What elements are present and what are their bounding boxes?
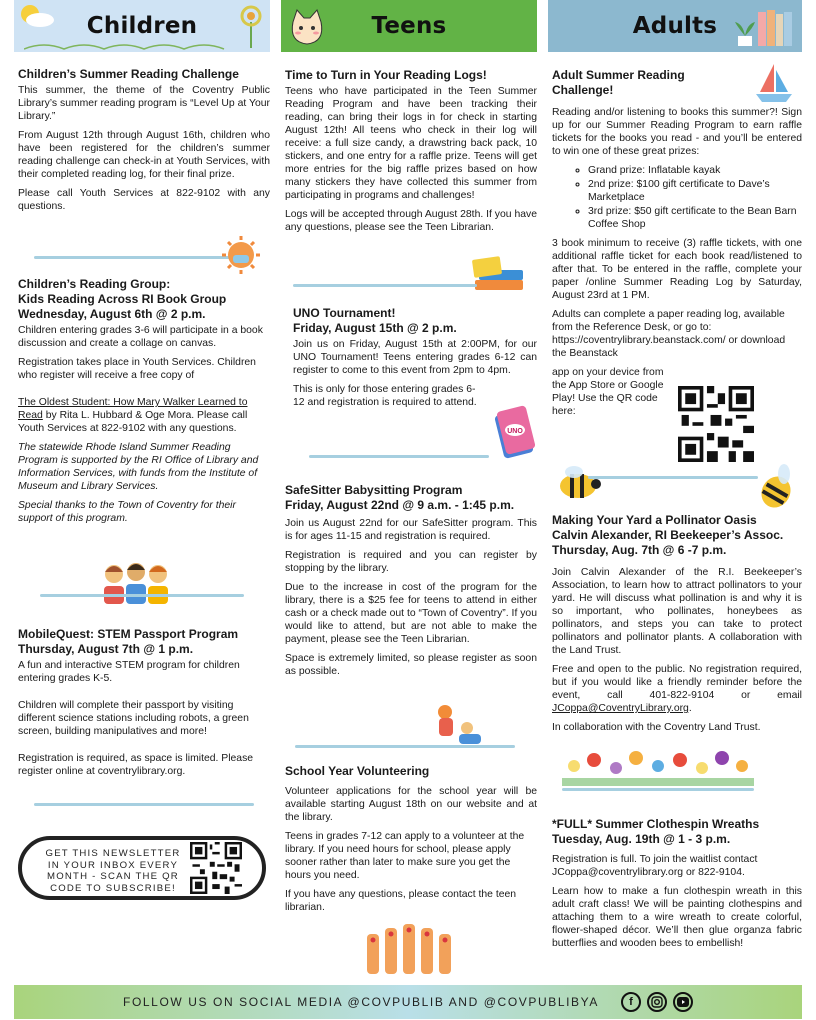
section-title: UNO Tournament! — [293, 306, 396, 320]
paragraph: 3 book minimum to receive (3) raffle tickets, with one additional raffle ticket for each book read/listened to after that. To be entered in the raffle, complete your paper /online Summer Reading Log by Saturday, August 23rd at 1 PM. — [552, 238, 802, 301]
section-title: Time to Turn in Your Reading Logs! — [285, 68, 487, 82]
paragraph: The statewide Rhode Island Summer Reading Program is supported by the RI Office of Library and Information Services, with funds from the Institute of Museum and Library Services. — [18, 442, 259, 492]
paragraph: Please call Youth Services at 822-9102 with any questions. — [18, 188, 270, 212]
paragraph: app on your device from the App Store or Google Play! Use the QR code here: — [552, 367, 664, 417]
pollinator-section — [552, 513, 802, 740]
books-stack-icon — [471, 254, 531, 294]
section-title: Making Your Yard a Pollinator Oasis — [552, 513, 757, 527]
event-date: Thursday, August 7th @ 1 p.m. — [18, 642, 194, 656]
footer-text: FOLLOW US ON SOCIAL MEDIA @COVPUBLIB AND @COVPUBLIBYA — [123, 995, 599, 1009]
paragraph: Children will complete their passport by visiting different science stations including robots, a green screen, building manipulatives and more! — [18, 700, 249, 737]
reading-logs-section — [285, 68, 537, 240]
wreaths-section — [552, 817, 802, 956]
paragraph: Children entering grades 3-6 will participate in a book discussion and create a collage on canvas. — [18, 325, 263, 349]
paragraph: From August 12th through August 16th, children who have been registered for the children’s summer reading challenge can check-in at Youth Services, with their completed reading log, for their final prize. — [18, 130, 270, 180]
paragraph — [552, 663, 802, 715]
teens-title: Teens — [371, 13, 447, 39]
prize-item: ◦ 2nd prize: $100 gift certificate to Dave’s Marketplace — [588, 178, 802, 204]
social-footer — [14, 985, 802, 1019]
prize-item: ◦ 3rd prize: $50 gift certificate to the Bean Barn Coffee Shop — [588, 205, 802, 231]
punctuation: . — [688, 703, 692, 714]
adults-column — [548, 0, 802, 980]
paragraph: This summer, the theme of the Coventry Public Library’s summer reading program is “Level Up at Your Library.” — [18, 85, 270, 122]
books-shelf-icon — [756, 6, 800, 48]
newsletter-qr-code[interactable] — [190, 842, 242, 894]
email-link[interactable]: JCoppa@CoventryLibrary.org — [552, 703, 689, 714]
section-title: Children’s Summer Reading Challenge — [18, 67, 239, 81]
paragraph: In collaboration with the Coventry Land Trust. — [552, 722, 761, 733]
paragraph: A fun and interactive STEM program for children entering grades K-5. — [18, 660, 240, 684]
teens-column — [281, 0, 537, 980]
social-icons — [621, 992, 693, 1012]
divider — [562, 788, 754, 791]
instagram-icon[interactable] — [647, 992, 667, 1012]
newsletter-banner — [18, 836, 266, 900]
mobilequest-section — [18, 627, 270, 784]
paragraph: Reading and/or listening to books this summer?! Sign up for our Summer Reading Program to earn raffle tickets for the books you read - and you’ll be entered to win one of these great prizes: — [552, 107, 802, 157]
section-subtitle: Kids Reading Across RI Book Group — [18, 292, 227, 306]
paragraph: Teens in grades 7-12 can apply to a volunteer at the library. If you need hours for school, please apply sooner rather than later to make sure you get the hours you need. — [285, 831, 525, 881]
newsletter-text: GET THIS NEWSLETTER IN YOUR INBOX EVERY MONTH - SCAN THE QR CODE TO SUBSCRIBE! — [45, 848, 181, 894]
paragraph — [18, 396, 270, 435]
paragraph: Join us on Friday, August 15th at 2:00PM, for our UNO Tournament! Teens entering grades 6-12 can register to come to this event from 2pm to 4pm. — [293, 339, 537, 376]
facebook-icon[interactable]: f — [621, 992, 641, 1012]
teens-header — [281, 0, 537, 52]
book-title: The Oldest Student: How Mary Walker Learned to Read — [18, 397, 248, 421]
paragraph: This is only for those entering grades 6-12 and registration is required to attend. — [293, 384, 477, 408]
paragraph: Registration is required, as space is limited. Please register online at coventrylibrary.org. — [18, 753, 254, 777]
paragraph: Adults can complete a paper reading log, available from the Reference Desk, or go to: https://coventrylibrary.beanstack.com/ or download the Beanstack — [552, 309, 786, 359]
divider — [40, 594, 244, 597]
children-header — [14, 0, 270, 52]
uno-cards-icon — [489, 402, 539, 462]
prize-item: ◦ Grand prize: Inflatable kayak — [588, 164, 802, 177]
section-title-line2: Challenge! — [552, 83, 614, 97]
book-authors: by Rita L. Hubbard & Oge Mora. Please call Youth Services at 822-9102 with any questions. — [18, 410, 248, 434]
event-date: Friday, August 15th @ 2 p.m. — [293, 321, 457, 335]
safesitter-section — [285, 483, 537, 684]
paragraph: Teens who have participated in the Teen Summer Reading Program and have been tracking their reading, can bring their logs in for check in starting August 12th! All teens who check in their log will receive: a full size candy, a drawstring back pack, 10 stickers, and one entry for a raffle prize. Teens will get more entries for the big raffle prizes based on how many stickers they have collected this summer from participating in programs and challenges! — [285, 86, 537, 201]
youtube-icon[interactable] — [673, 992, 693, 1012]
paragraph: Registration is full. To join the waitlist contact JCoppa@coventrylibrary.org or 822-9104. — [552, 854, 758, 878]
children-title: Children — [86, 13, 198, 39]
event-date: Thursday, Aug. 7th @ 6 -7 p.m. — [552, 543, 727, 557]
event-date: Tuesday, Aug. 19th @ 1 - 3 p.m. — [552, 832, 731, 846]
section-title: SafeSitter Babysitting Program — [285, 483, 463, 497]
paragraph: Special thanks to the Town of Coventry for their support of this program. — [18, 500, 236, 524]
wildflowers-illustration — [562, 744, 754, 788]
section-title: School Year Volunteering — [285, 764, 430, 778]
children-column — [14, 0, 270, 980]
paragraph: Due to the increase in cost of the program for the library, there is a $25 fee for teens to attend in either cash or a check made out to “Town of Coventry”. If you would like to attend, but are not able to make the payment, please see the Teen Librarian. — [285, 582, 537, 645]
reminder-text: Free and open to the public. No registration required, but if you would like a friendly reminder before the event, call 401-822-9104 or email — [552, 664, 802, 701]
paragraph: Join Calvin Alexander of the R.I. Beekeeper’s Association, to learn how to attract pollinators to your yard. He will discuss what pollination is and why it is so important, who pollinates, honeybees as pollinators, and steps you can take to protect pollinators and pollinator plants. A collaboration with the Land Trust. — [552, 567, 802, 656]
paragraph: If you have any questions, please contact the teen librarian. — [285, 889, 517, 913]
divider — [293, 284, 477, 287]
divider — [588, 476, 758, 479]
bee-icon — [552, 462, 604, 504]
paragraph: Registration is required and you can register by stopping by the library. — [285, 550, 537, 574]
event-date: Wednesday, August 6th @ 2 p.m. — [18, 307, 206, 321]
plant-icon — [732, 18, 758, 48]
divider — [309, 455, 489, 458]
paragraph: Join us August 22nd for our SafeSitter program. This is for ages 11-15 and registration is required. — [285, 518, 537, 542]
paragraph: Logs will be accepted through August 28th. If you have any questions, please see the Teen Librarian. — [285, 209, 537, 233]
sun-cloud-icon — [16, 2, 56, 32]
paragraph: Volunteer applications for the school year will be available starting August 18th on our website and at the library. — [285, 786, 537, 823]
uno-section — [293, 306, 537, 415]
presenter: Calvin Alexander, RI Beekeeper’s Assoc. — [552, 528, 784, 542]
bee-icon — [752, 462, 800, 514]
paragraph: Registration takes place in Youth Services. Children who register will receive a free copy of — [18, 357, 256, 381]
adults-header — [548, 0, 802, 52]
babysitter-illustration — [431, 702, 487, 748]
paragraph: Space is extremely limited, so please register as soon as possible. — [285, 653, 537, 677]
event-date: Friday, August 22nd @ 9 a.m. - 1:45 p.m. — [285, 498, 515, 512]
paragraph: Learn how to make a fun clothespin wreath in this adult craft class! We will be painting clothespins and attaching them to a wire wreath to create colorful, flower-shaped décor. We’ll then glue organza fabric butterflies and wooden bees to embellish! — [552, 886, 802, 949]
kids-reading-illustration — [96, 560, 176, 610]
raised-hands-illustration — [363, 920, 453, 974]
section-title: Adult Summer Reading — [552, 68, 685, 82]
volunteering-section — [285, 764, 537, 920]
children-reading-group-section — [18, 277, 270, 531]
divider — [34, 803, 254, 806]
adult-challenge-section — [552, 68, 802, 424]
sun-mask-icon — [220, 234, 262, 276]
prize-list — [552, 164, 802, 231]
section-title: MobileQuest: STEM Passport Program — [18, 627, 239, 641]
section-title: *FULL* Summer Clothespin Wreaths — [552, 817, 760, 831]
children-challenge-section — [18, 67, 270, 219]
grass-decoration — [24, 40, 244, 50]
uno-card-label: UNO — [507, 428, 523, 435]
section-title: Children’s Reading Group: — [18, 277, 171, 291]
cat-icon — [287, 8, 327, 48]
beanstack-qr-code[interactable] — [678, 386, 754, 462]
adults-title: Adults — [632, 13, 718, 39]
divider — [295, 745, 515, 748]
divider — [34, 256, 234, 259]
